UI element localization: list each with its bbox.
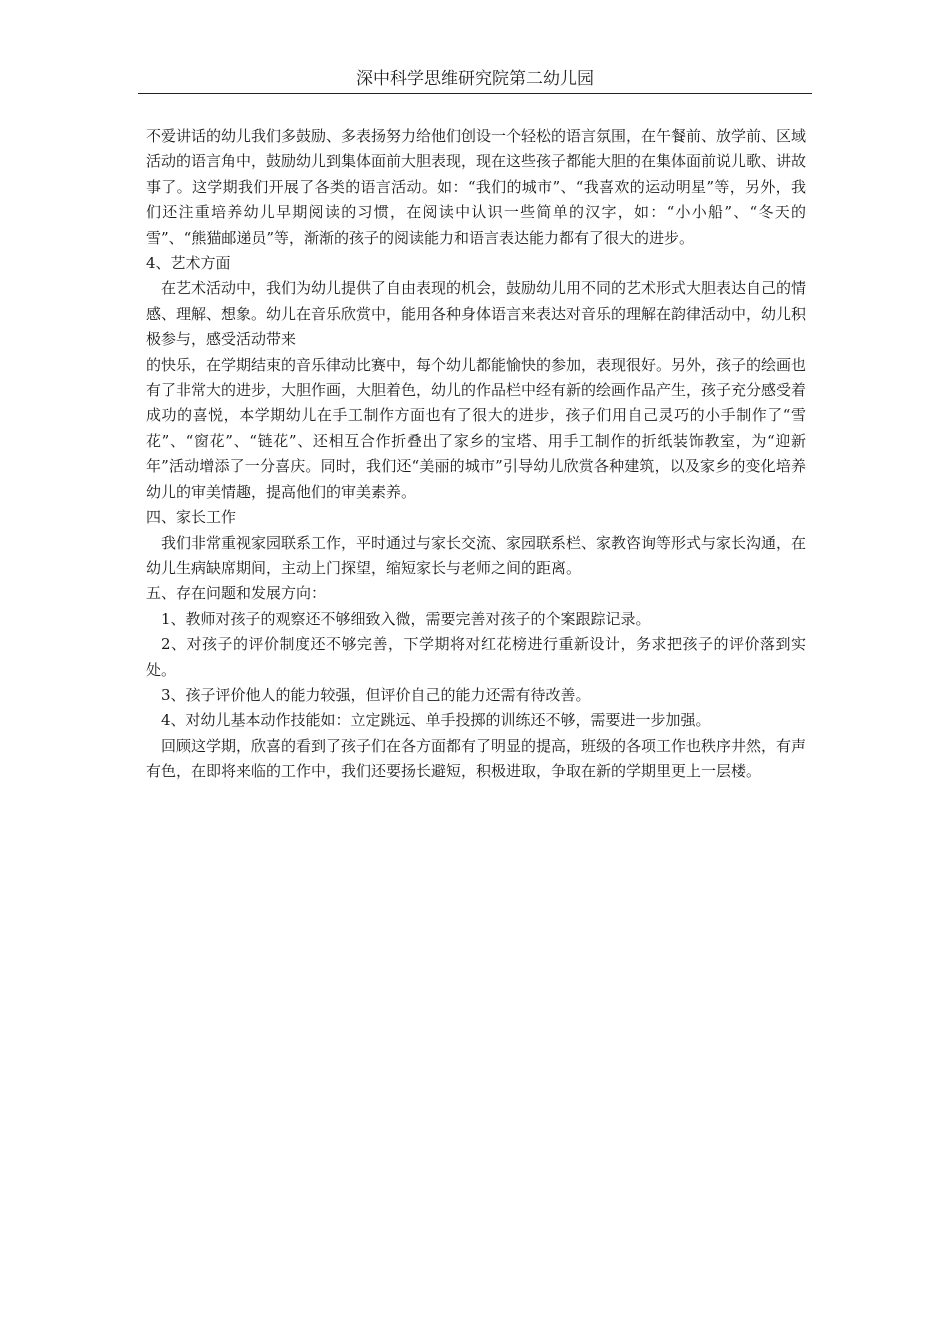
paragraph-art-details: 的快乐，在学期结束的音乐律动比赛中，每个幼儿都能愉快的参加，表现很好。另外，孩子的绘画也有了非常大的进步，大胆作画，大胆着色，幼儿的作品栏中经有新的绘画作品产生，孩子充分感受着成功的喜悦，本学期幼儿在手工制作方面也有了很大的进步，孩子们用自己灵巧的小手制作了“雪花”、“窗花”、“链花”、还相互合作折叠出了家乡的宝塔、用手工制作的折纸装饰教室，为“迎新年”活动增添了一分喜庆。同时，我们还“美丽的城市”引导幼儿欣赏各种建筑，以及家乡的变化培养幼儿的审美情趣，提高他们的审美素养。: [146, 355, 807, 501]
list-item-problem-1: 1、教师对孩子的观察还不够细致入微，需要完善对孩子的个案跟踪记录。: [161, 609, 651, 628]
document-body: [146, 124, 806, 785]
list-item-problem-4: 4、对幼儿基本动作技能如：立定跳远、单手投掷的训练还不够，需要进一步加强。: [161, 711, 711, 730]
header-divider: [138, 93, 812, 94]
section-heading-parents: 四、家长工作: [146, 508, 237, 527]
paragraph-art-intro: 在艺术活动中，我们为幼儿提供了自由表现的机会，鼓励幼儿用不同的艺术形式大胆表达自己的情感、理解、想象。幼儿在音乐欣赏中，能用各种身体语言来表达对音乐的理解在韵律活动中，幼儿积极参与，感受活动带来: [146, 279, 807, 349]
paragraph-language-encouragement: 不爱讲话的幼儿我们多鼓励、多表扬努力给他们创设一个轻松的语言氛围，在午餐前、放学前、区域活动的语言角中，鼓励幼儿到集体面前大胆表现，现在这些孩子都能大胆的在集体面前说儿歌、讲故事了。这学期我们开展了各类的语言活动。如：“我们的城市”、“我喜欢的运动明星”等，另外，我们还注重培养幼儿早期阅读的习惯，在阅读中认识一些简单的汉字，如：“小小船”、“冬天的雪”、“熊猫邮递员”等，渐渐的孩子的阅读能力和语言表达能力都有了很大的进步。: [146, 127, 807, 247]
list-item-problem-3: 3、孩子评价他人的能力较强，但评价自己的能力还需有待改善。: [161, 685, 591, 704]
list-item-problem-2: 2、对孩子的评价制度还不够完善，下学期将对红花榜进行重新设计，务求把孩子的评价落到实处。: [146, 635, 806, 679]
paragraph-conclusion: 回顾这学期，欣喜的看到了孩子们在各方面都有了明显的提高，班级的各项工作也秩序井然，有声有色，在即将来临的工作中，我们还要扬长避短，积极进取，争取在新的学期里更上一层楼。: [146, 736, 807, 781]
page-header: 深中科学思维研究院第二幼儿园: [356, 69, 594, 89]
paragraph-parents: 我们非常重视家园联系工作，平时通过与家长交流、家园联系栏、家教咨询等形式与家长沟通，在幼儿生病缺席期间，主动上门探望，缩短家长与老师之间的距离。: [146, 533, 807, 577]
section-heading-art: 4、艺术方面: [146, 254, 231, 273]
section-heading-problems: 五、存在问题和发展方向：: [146, 584, 327, 603]
